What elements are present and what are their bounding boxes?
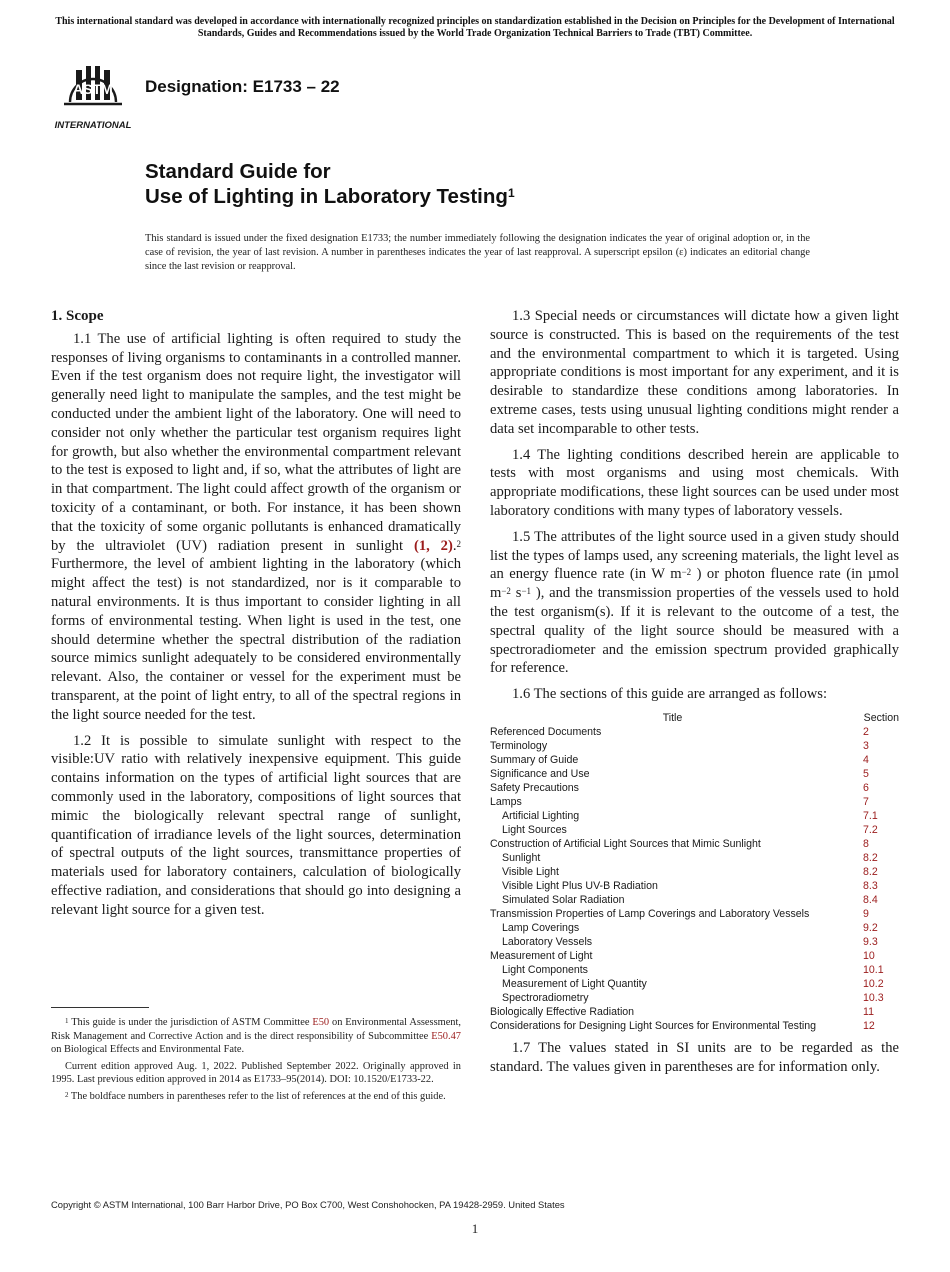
toc-title: Terminology: [490, 739, 548, 752]
toc-section-link[interactable]: 11: [863, 1005, 874, 1018]
toc-title: Artificial Lighting: [502, 809, 580, 822]
table-row: [490, 823, 899, 837]
right-column: [490, 307, 899, 1084]
table-row: [490, 767, 899, 781]
table-row: [490, 949, 899, 963]
toc-section-link[interactable]: 7: [863, 795, 869, 808]
table-row: [490, 1005, 899, 1019]
toc-title: Lamp Coverings: [502, 921, 580, 934]
column-header-title: Title: [662, 711, 683, 724]
document-title: [145, 159, 515, 209]
table-row: [490, 1019, 899, 1033]
toc-title: Construction of Artificial Light Sources that Mimic Sunlight: [490, 837, 761, 850]
logo-text: ASTM: [73, 81, 113, 97]
toc-title: Transmission Properties of Lamp Coverings and Laboratory Vessels: [490, 907, 810, 920]
footnote-2: $^2$ The boldface numbers in parentheses refer to the list of references at the end of this guide.: [65, 1090, 446, 1102]
title-line-1: Standard Guide for: [145, 160, 331, 183]
copyright: Copyright © ASTM International, 100 Barr Harbor Drive, PO Box C700, West Conshohocken, PA 19428-2959. United States: [51, 1199, 565, 1210]
toc-section-link[interactable]: 2: [863, 725, 869, 738]
table-body: [490, 725, 899, 1033]
footnote-mark-2: 2: [456, 538, 461, 549]
table-row: [490, 907, 899, 921]
toc-title: Light Sources: [502, 823, 567, 836]
toc-title: Simulated Solar Radiation: [502, 893, 625, 906]
paragraph-1-1: 1.1 The use of artificial lighting is often required to study the responses of living organisms to contaminants in a controlled manner. Even if the test organism does not require light, the investigator will generally need light to manipulate the samples, and the test might be conducted under the ambient light of the laboratory. One will need to consider not only whether the particular test organism requires light for growth, but also whether the environmental compartment relevant to the test is exposed to light and, if so, what the attributes of light are in that compartment. The light could affect growth of the organism or toxicity of a contaminant, or both. For instance, it has been shown that the toxicity of some organic pollutants is enhanced dramatically by the ultraviolet (UV) radiation present in sunlight (1, 2).$^2$ Furthermore, the level of ambient lighting in the laboratory (which might affect the test) is not standardized, nor is it comparable to natural environments. It is thus important to consider lighting in all forms of environmental testing. When light is used in the test, one should determine whether the spectral distribution of the radiation source mimics sunlight adequately to be considered environmentally relevant. Also, the container or vessel for the experiment must be transparent, at the point of light entry, to all of the spectral regions in the light source needed for the test.: [51, 330, 461, 723]
table-row: [490, 781, 899, 795]
table-row: [490, 739, 899, 753]
paragraph-1-4: 1.4 The lighting conditions described herein are applicable to tests with most organisms and using most chemicals. With appropriate modifications, these light sources can be used under most laboratory conditions with many types of laboratory vessels.: [490, 446, 899, 519]
toc-section-link[interactable]: 8.2: [863, 851, 878, 864]
table-row: [490, 935, 899, 949]
table-row: [490, 753, 899, 767]
toc-section-link[interactable]: 8.2: [863, 865, 878, 878]
toc-section-link[interactable]: 7.1: [863, 809, 878, 822]
issued-note: This standard is issued under the fixed designation E1733; the number immediately following the designation indicates the year of original adoption or, in the case of revision, the year of last revision. A number in parentheses indicates the year of last reapproval. A superscript epsilon (ε) indicates an editorial change since the last revision or reapproval.: [145, 233, 810, 272]
toc-title: Spectroradiometry: [502, 991, 589, 1004]
table-row: [490, 725, 899, 739]
toc-title: Visible Light: [502, 865, 559, 878]
page-number: 1: [471, 1221, 479, 1236]
toc-title: Safety Precautions: [490, 781, 579, 794]
toc-title: Visible Light Plus UV-B Radiation: [502, 879, 658, 892]
committee-e50-link[interactable]: E50: [312, 1017, 330, 1028]
paragraph-1-3: 1.3 Special needs or circumstances will dictate how a given light source is constructed. This is based on the requirements of the test and the environmental compartment to which it is targeted. Using appropriate conditions is most important for any experiment, and it is desirable to standardize these conditions among laboratories. In extreme cases, tests using unusual lighting conditions might render a data set incomparable to other tests.: [490, 308, 899, 437]
paragraph-1-6: 1.6 The sections of this guide are arranged as follows:: [512, 686, 828, 703]
column-header-section: Section: [863, 711, 899, 724]
footnote-edition: Current edition approved Aug. 1, 2022. Published September 2022. Originally approved in 1995. Last previous edition approved in 2014 as E1733–95(2014). DOI: 10.1520/E1733-22.: [51, 1060, 461, 1086]
table-row: [490, 837, 899, 851]
table-row: [490, 795, 899, 809]
wto-notice: This international standard was developed in accordance with internationally recognized principles on standardization established in the Decision on Principles for the Development of International Standards, Guides and Recommendations issued by the World Trade Organization Technical Barriers to Trade (TBT) Committee.: [55, 16, 895, 39]
toc-section-link[interactable]: 9: [863, 907, 869, 920]
table-row: [490, 893, 899, 907]
toc-section-link[interactable]: 8.4: [863, 893, 878, 906]
toc-title: Light Components: [502, 963, 588, 976]
logo-subtext: INTERNATIONAL: [54, 120, 132, 131]
toc-title: Sunlight: [502, 851, 541, 864]
toc-section-link[interactable]: 8: [863, 837, 869, 850]
toc-section-link[interactable]: 12: [863, 1019, 875, 1032]
toc-title: Considerations for Designing Light Sources for Environmental Testing: [490, 1019, 817, 1032]
footnotes: [51, 1016, 461, 1107]
title-footnote-mark: 1: [507, 186, 515, 200]
table-row: [490, 977, 899, 991]
toc-section-link[interactable]: 9.3: [863, 935, 878, 948]
table-row: [490, 921, 899, 935]
toc-title: Laboratory Vessels: [502, 935, 593, 948]
left-column: [51, 307, 461, 927]
toc-section-link[interactable]: 8.3: [863, 879, 878, 892]
toc-section-link[interactable]: 6: [863, 781, 869, 794]
toc-title: Referenced Documents: [490, 725, 602, 738]
toc-title: Summary of Guide: [490, 753, 579, 766]
toc-section-link[interactable]: 5: [863, 767, 869, 780]
table-header: [490, 711, 899, 725]
paragraph-1-7: 1.7 The values stated in SI units are to be regarded as the standard. The values given in parentheses are for information only.: [490, 1039, 899, 1075]
toc-section-link[interactable]: 7.2: [863, 823, 878, 836]
subcommittee-e50-47-link[interactable]: E50.47: [431, 1030, 461, 1042]
table-row: [490, 851, 899, 865]
sections-table: [490, 711, 899, 1033]
table-row: [490, 963, 899, 977]
paragraph-1-5: 1.5 The attributes of the light source used in a given study should list the types of lamps used, any screening materials, the light level as an energy fluence rate (in W $m^{-2}$ ) or photon fluence rate (in µmol $m^{-2}$ $s^{-1}$ ), and the transmission properties of the vessels used to hold the test organism(s). If it is relevant to the outcome of a test, the spectral quality of the light source should be measured with a spectroradiometer and the emission spectrum provided graphically for reference.: [490, 528, 900, 677]
toc-title: Lamps: [490, 795, 522, 808]
toc-section-link[interactable]: 10.3: [863, 991, 884, 1004]
toc-section-link[interactable]: 4: [863, 753, 869, 766]
footnote-divider: [51, 1007, 149, 1008]
reference-link[interactable]: (1, 2): [413, 537, 453, 554]
astm-logo: [52, 58, 134, 132]
toc-section-link[interactable]: 10.1: [863, 963, 884, 976]
toc-section-link[interactable]: 10.2: [863, 977, 884, 990]
toc-title: Measurement of Light: [490, 949, 593, 962]
toc-title: Significance and Use: [490, 767, 590, 780]
table-row: [490, 879, 899, 893]
toc-section-link[interactable]: 10: [863, 949, 875, 962]
section-heading-scope: 1. Scope: [51, 308, 104, 324]
table-row: [490, 865, 899, 879]
table-row: [490, 809, 899, 823]
footnote-1: $^1$ This guide is under the jurisdiction of ASTM Committee E50 on Environmental Assessment, Risk Management and Corrective Action and is the direct responsibility of Subcommittee E50.47 on Biological Effects and Environmental Fate.: [51, 1017, 461, 1056]
toc-section-link[interactable]: 3: [863, 739, 869, 752]
table-row: [490, 991, 899, 1005]
toc-section-link[interactable]: 9.2: [863, 921, 878, 934]
toc-title: Measurement of Light Quantity: [502, 977, 647, 990]
paragraph-1-2: 1.2 It is possible to simulate sunlight with respect to the visible:UV ratio with relatively inexpensive equipment. This guide contains information on the types of artificial light sources that are commonly used in the laboratory, compositions of light sources that mimic the biologically relevant spectral range of sunlight, quantification of irradiance levels of the light sources, determination of spectral outputs of the light sources, transmittance properties of materials used for laboratory containers, calculation of biologically effective radiation, and considerations that should go into designing a relevant light source for a given test.: [51, 732, 461, 918]
toc-title: Biologically Effective Radiation: [490, 1005, 635, 1018]
title-line-2: Use of Lighting in Laboratory Testing$^1$: [145, 185, 515, 208]
designation: Designation: E1733 – 22: [145, 77, 340, 96]
